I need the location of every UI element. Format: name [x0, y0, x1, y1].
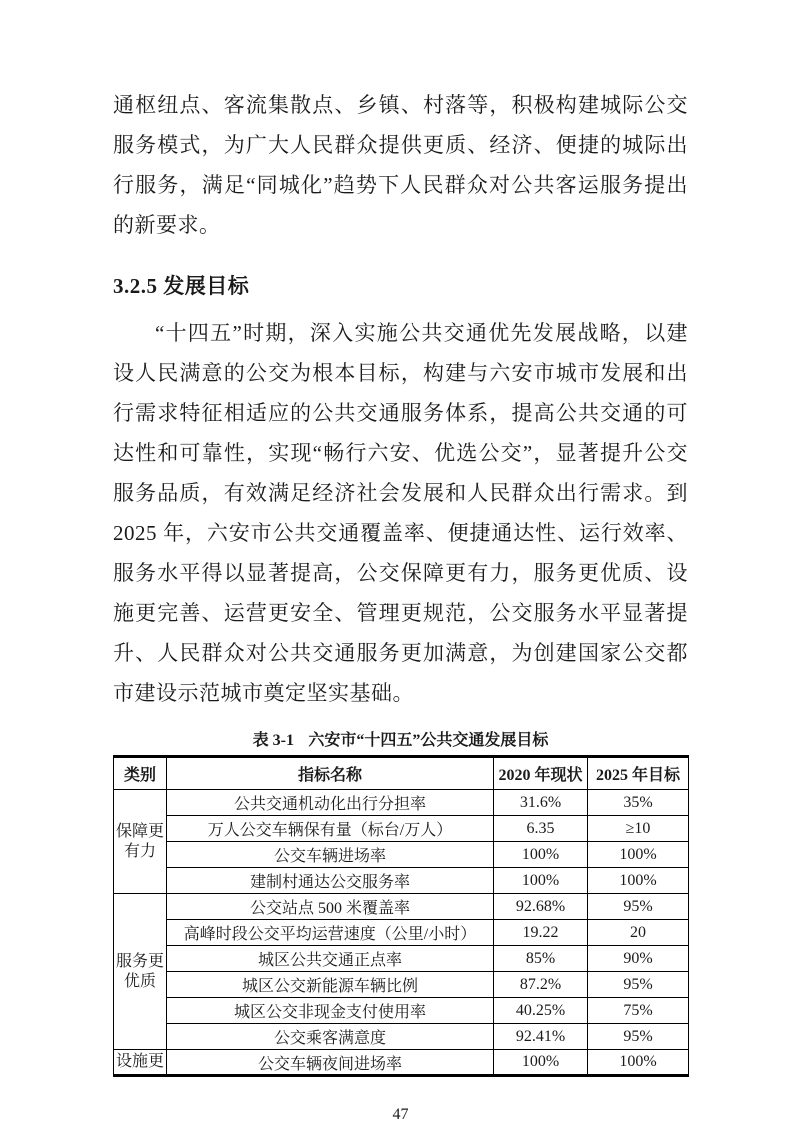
value-2025-cell: 75%: [588, 998, 689, 1024]
value-2025-cell: 95%: [588, 894, 689, 920]
table-row: [114, 1050, 689, 1076]
value-2020-cell: 85%: [494, 946, 588, 972]
category-cell: 设施更: [114, 1050, 167, 1076]
indicator-name-cell: 万人公交车辆保有量（标台/万人）: [167, 816, 494, 842]
section-heading: 3.2.5 发展目标: [113, 274, 250, 298]
value-2020-cell: 31.6%: [494, 790, 588, 816]
value-2025-cell: 90%: [588, 946, 689, 972]
table-header-row: [114, 757, 689, 790]
table-row: [114, 816, 689, 842]
goals-table-body: [114, 790, 689, 1076]
value-2020-cell: 92.68%: [494, 894, 588, 920]
header-2020: 2020 年现状: [494, 757, 588, 790]
table-row: [114, 1024, 689, 1050]
value-2020-cell: 92.41%: [494, 1024, 588, 1050]
value-2025-cell: 95%: [588, 1024, 689, 1050]
paragraph-intro: 通枢纽点、客流集散点、乡镇、村落等，积极构建城际公交服务模式，为广大人民群众提供更质、经济、便捷的城际出行服务，满足“同城化”趋势下人民群众对公共客运服务提出的新要求。: [113, 93, 688, 237]
header-indicator: 指标名称: [167, 757, 494, 790]
header-category: 类别: [114, 757, 167, 790]
value-2020-cell: 100%: [494, 1050, 588, 1076]
value-2025-cell: ≥10: [588, 816, 689, 842]
indicator-name-cell: 公共交通机动化出行分担率: [167, 790, 494, 816]
category-cell: 保障更有力: [114, 790, 167, 894]
indicator-name-cell: 公交站点 500 米覆盖率: [167, 894, 494, 920]
value-2025-cell: 100%: [588, 1050, 689, 1076]
table-row: [114, 972, 689, 998]
value-2025-cell: 100%: [588, 842, 689, 868]
value-2025-cell: 20: [588, 920, 689, 946]
table-row: [114, 920, 689, 946]
table-row: [114, 998, 689, 1024]
indicator-name-cell: 建制村通达公交服务率: [167, 868, 494, 894]
indicator-name-cell: 高峰时段公交平均运营速度（公里/小时）: [167, 920, 494, 946]
goals-table: [113, 755, 689, 1077]
table-caption-label: 表 3-1: [252, 732, 294, 749]
indicator-name-cell: 城区公共交通正点率: [167, 946, 494, 972]
value-2020-cell: 19.22: [494, 920, 588, 946]
paragraph-main: “十四五”时期，深入实施公共交通优先发展战略，以建设人民满意的公交为根本目标，构建与六安市城市发展和出行需求特征相适应的公共交通服务体系，提高公共交通的可达性和可靠性，实现“畅行六安、优选公交”，显著提升公交服务品质，有效满足经济社会发展和人民群众出行需求。到 2025 年，六安市公共交通覆盖率、便捷通达性、运行效率、服务水平得以显著提高，公交保障更有力，服务更优质、设施更完善、运营更安全、管理更规范，公交服务水平显著提升、人民群众对公共交通服务更加满意，为创建国家公交都市建设示范城市奠定坚实基础。: [113, 321, 688, 705]
table-caption: [113, 730, 688, 752]
table-caption-title: 六安市“十四五”公共交通发展目标: [308, 732, 549, 749]
table-row: [114, 868, 689, 894]
value-2020-cell: 87.2%: [494, 972, 588, 998]
value-2025-cell: 35%: [588, 790, 689, 816]
indicator-name-cell: 公交车辆进场率: [167, 842, 494, 868]
indicator-name-cell: 公交车辆夜间进场率: [167, 1050, 494, 1076]
value-2020-cell: 6.35: [494, 816, 588, 842]
table-row: [114, 790, 689, 816]
indicator-name-cell: 公交乘客满意度: [167, 1024, 494, 1050]
indicator-name-cell: 城区公交新能源车辆比例: [167, 972, 494, 998]
value-2020-cell: 40.25%: [494, 998, 588, 1024]
value-2020-cell: 100%: [494, 868, 588, 894]
value-2025-cell: 100%: [588, 868, 689, 894]
value-2025-cell: 95%: [588, 972, 689, 998]
table-row: [114, 842, 689, 868]
table-row: [114, 946, 689, 972]
page-number: 47: [392, 1106, 409, 1122]
category-cell: 服务更优质: [114, 894, 167, 1050]
indicator-name-cell: 城区公交非现金支付使用率: [167, 998, 494, 1024]
header-2025: 2025 年目标: [588, 757, 689, 790]
value-2020-cell: 100%: [494, 842, 588, 868]
table-row: [114, 894, 689, 920]
